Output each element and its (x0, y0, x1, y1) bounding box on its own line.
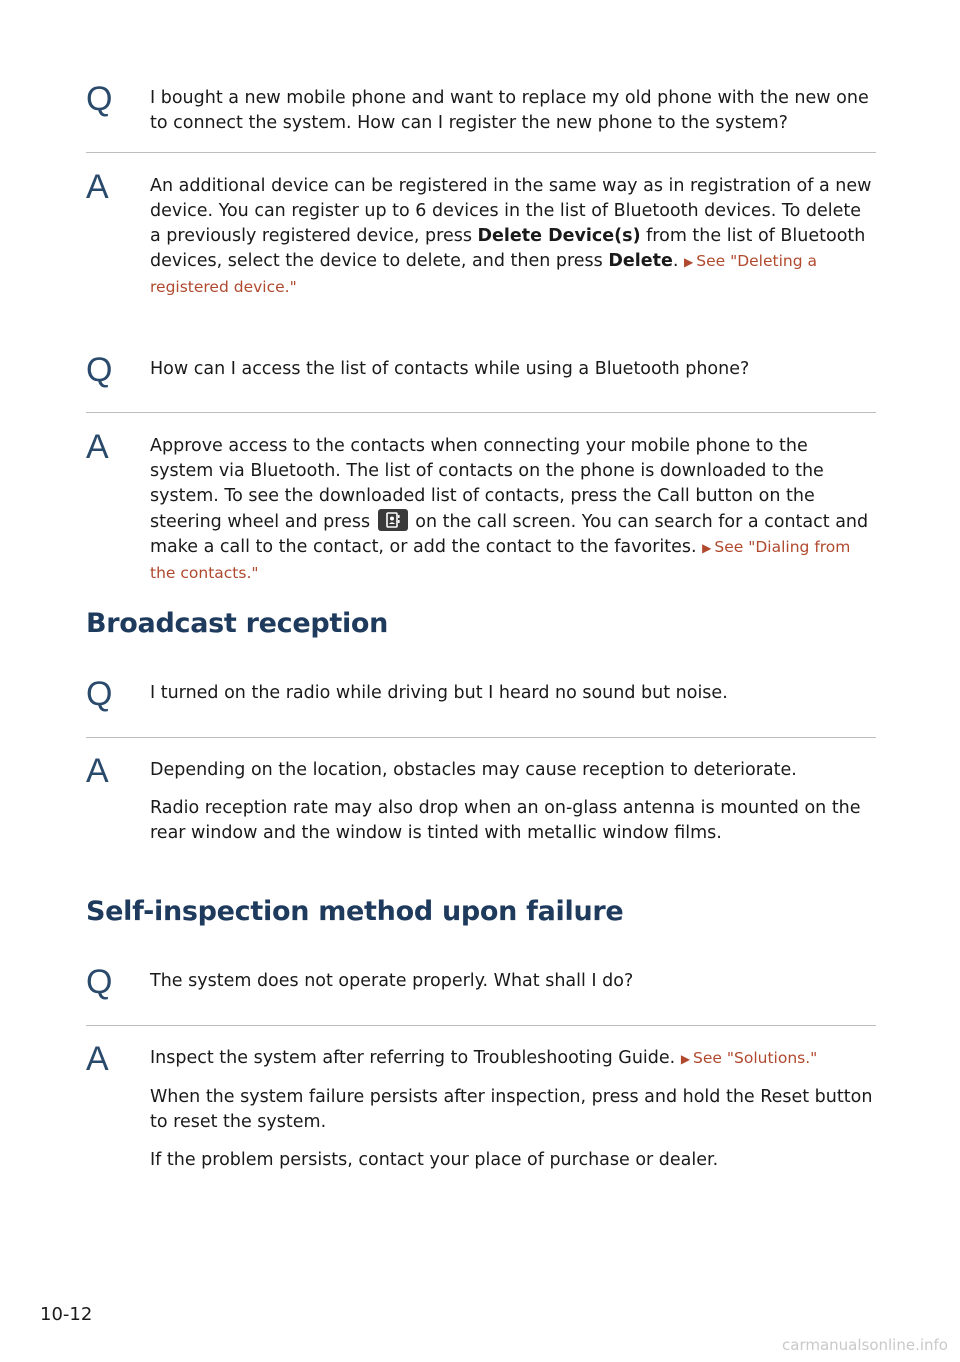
answer-marker: A (86, 752, 109, 790)
answer-text: Radio reception rate may also drop when an on-glass antenna is mounted on the rear window and the window is tinted with metallic window films. (150, 798, 861, 843)
reference-text: See "Solutions." (693, 1049, 818, 1067)
section-heading-broadcast: Broadcast reception (86, 608, 389, 639)
qa-answer-4 (86, 1040, 876, 1173)
question-text: I bought a new mobile phone and want to replace my old phone with the new one to connect the system. How can I register the new phone to the system? (150, 88, 869, 133)
section-heading-self-inspection: Self-inspection method upon failure (86, 896, 624, 927)
triangle-icon: ▶ (684, 255, 694, 269)
question-marker: Q (86, 675, 113, 713)
answer-text: Depending on the location, obstacles may cause reception to deteriorate. (150, 760, 797, 780)
reference-text: See "Dialing from the contacts." (150, 538, 851, 582)
answer-text-part: . (672, 251, 679, 271)
delete-label: Delete (608, 251, 673, 271)
answer-text (150, 434, 876, 586)
qa-answer-3 (86, 752, 876, 846)
question-marker: Q (86, 963, 113, 1001)
qa-question-4 (86, 963, 876, 1001)
question-text: How can I access the list of contacts while using a Bluetooth phone? (150, 359, 750, 379)
divider (86, 1025, 876, 1026)
divider (86, 152, 876, 153)
contacts-icon (378, 509, 408, 531)
watermark: carmanualsonline.info (782, 1336, 948, 1354)
answer-marker: A (86, 1040, 109, 1078)
answer-text-part: on the call screen. You can search for a contact and make a call to the contact, or add the contact to the favorites. (150, 512, 869, 557)
question-text: I turned on the radio while driving but I heard no sound but noise. (150, 683, 728, 703)
triangle-icon: ▶ (702, 541, 712, 555)
qa-question-1 (86, 80, 876, 136)
answer-text-part: Inspect the system after referring to Troubleshooting Guide. (150, 1048, 676, 1068)
triangle-icon: ▶ (680, 1052, 691, 1066)
answer-text-part: An additional device can be registered in the same way as in registration of a new device. You can register up to 6 devices in the list of Bluetooth devices. To delete a previously registered device, press (150, 176, 872, 246)
divider (86, 412, 876, 413)
qa-question-2 (86, 351, 876, 389)
qa-question-3 (86, 675, 876, 713)
answer-text: If the problem persists, contact your place of purchase or dealer. (150, 1150, 719, 1170)
question-marker: Q (86, 80, 113, 118)
reference-link[interactable] (681, 1049, 817, 1067)
question-marker: Q (86, 351, 113, 389)
qa-answer-1 (86, 168, 876, 300)
qa-answer-2 (86, 428, 876, 586)
answer-marker: A (86, 428, 109, 466)
divider (86, 737, 876, 738)
question-text: The system does not operate properly. What shall I do? (150, 971, 634, 991)
answer-text-part: from the list of Bluetooth devices, select the device to delete, and then press (150, 226, 866, 271)
reference-text: See "Deleting a registered device." (150, 252, 817, 296)
answer-marker: A (86, 168, 109, 206)
answer-text (150, 1046, 876, 1072)
page-number: 10-12 (40, 1304, 93, 1325)
answer-text (150, 174, 876, 300)
answer-text-part: Approve access to the contacts when connecting your mobile phone to the system via Bluetooth. The list of contacts on the phone is downloaded to the system. To see the downloaded list of contacts, press the Call button on the steering wheel and press (150, 436, 824, 532)
answer-text: When the system failure persists after inspection, press and hold the Reset button to reset the system. (150, 1087, 873, 1132)
delete-devices-label: Delete Device(s) (477, 226, 641, 246)
